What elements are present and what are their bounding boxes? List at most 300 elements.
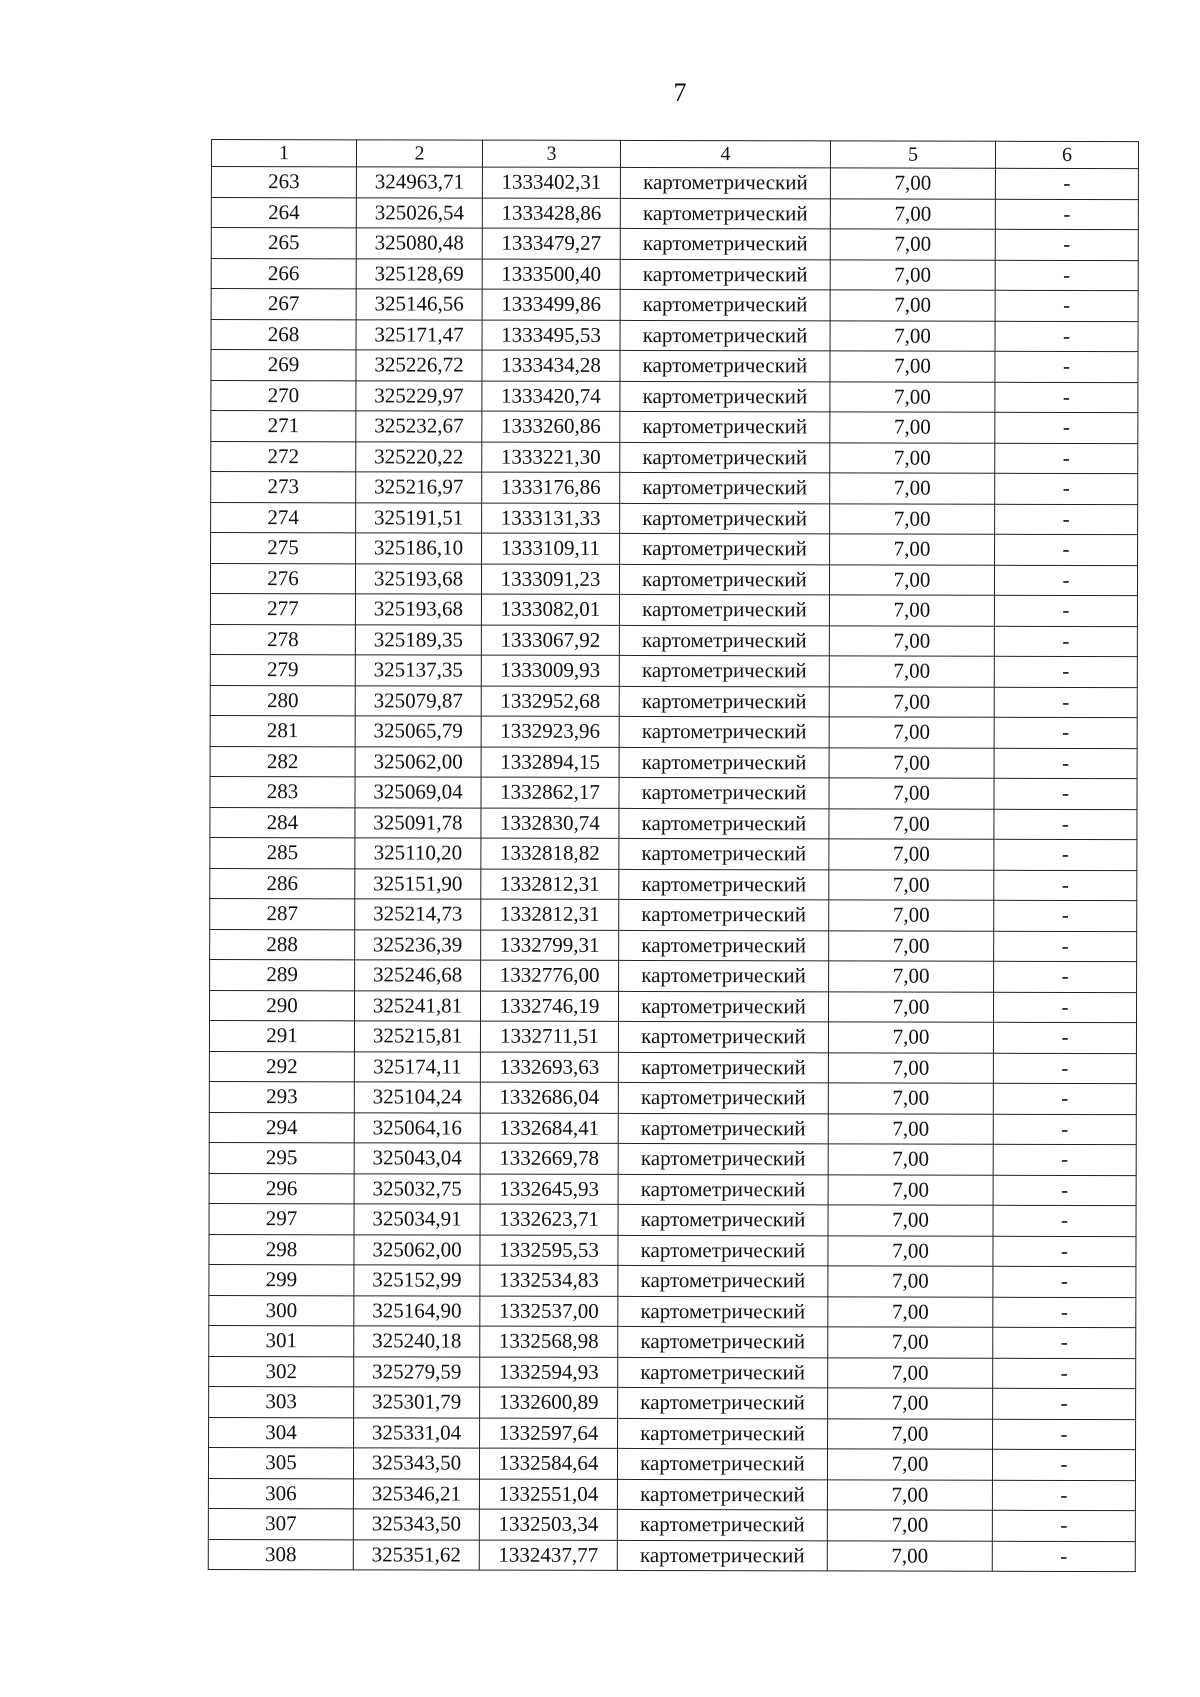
note-cell: - bbox=[995, 382, 1138, 413]
point-number-cell: 301 bbox=[209, 1325, 354, 1356]
x-coordinate-cell: 325214,73 bbox=[355, 899, 481, 930]
method-cell: картометрический bbox=[619, 625, 829, 656]
method-cell: картометрический bbox=[619, 777, 829, 808]
point-number-cell: 277 bbox=[210, 593, 355, 624]
table-row bbox=[209, 1112, 1136, 1145]
note-cell: - bbox=[995, 534, 1138, 565]
table-row bbox=[209, 1051, 1136, 1084]
method-cell: картометрический bbox=[620, 442, 830, 473]
accuracy-cell: 7,00 bbox=[830, 442, 995, 473]
note-cell: - bbox=[993, 1297, 1136, 1328]
note-cell: - bbox=[992, 1541, 1135, 1572]
point-number-cell: 281 bbox=[210, 715, 355, 746]
y-coordinate-cell: 1333109,11 bbox=[482, 533, 620, 564]
column-header: 1 bbox=[211, 140, 356, 167]
note-cell: - bbox=[993, 1388, 1136, 1419]
column-header: 2 bbox=[356, 140, 482, 167]
accuracy-cell: 7,00 bbox=[830, 198, 995, 229]
table-row bbox=[209, 1142, 1136, 1175]
accuracy-cell: 7,00 bbox=[830, 412, 995, 443]
table-row bbox=[209, 990, 1136, 1023]
note-cell: - bbox=[992, 1480, 1135, 1511]
accuracy-cell: 7,00 bbox=[830, 229, 995, 260]
column-header: 5 bbox=[830, 141, 995, 168]
method-cell: картометрический bbox=[619, 960, 829, 991]
y-coordinate-cell: 1333131,33 bbox=[482, 503, 620, 534]
x-coordinate-cell: 325343,50 bbox=[353, 1509, 479, 1540]
method-cell: картометрический bbox=[618, 1082, 828, 1113]
note-cell: - bbox=[992, 1449, 1135, 1480]
y-coordinate-cell: 1332600,89 bbox=[480, 1387, 618, 1418]
point-number-cell: 279 bbox=[210, 654, 355, 685]
accuracy-cell: 7,00 bbox=[830, 168, 995, 199]
x-coordinate-cell: 325226,72 bbox=[356, 350, 482, 381]
table-row bbox=[209, 1417, 1136, 1450]
x-coordinate-cell: 325236,39 bbox=[355, 929, 481, 960]
table-row bbox=[211, 350, 1138, 383]
point-number-cell: 290 bbox=[209, 990, 354, 1021]
x-coordinate-cell: 325034,91 bbox=[354, 1204, 480, 1235]
method-cell: картометрический bbox=[617, 1509, 827, 1540]
y-coordinate-cell: 1332686,04 bbox=[480, 1082, 618, 1113]
note-cell: - bbox=[994, 961, 1137, 992]
x-coordinate-cell: 324963,71 bbox=[356, 167, 482, 198]
accuracy-cell: 7,00 bbox=[830, 381, 995, 412]
x-coordinate-cell: 325104,24 bbox=[354, 1082, 480, 1113]
table-row bbox=[209, 1386, 1136, 1419]
accuracy-cell: 7,00 bbox=[829, 686, 994, 717]
accuracy-cell: 7,00 bbox=[830, 473, 995, 504]
table-row bbox=[210, 746, 1137, 779]
method-cell: картометрический bbox=[620, 350, 830, 381]
note-cell: - bbox=[995, 290, 1138, 321]
note-cell: - bbox=[992, 1510, 1135, 1541]
method-cell: картометрический bbox=[619, 747, 829, 778]
accuracy-cell: 7,00 bbox=[827, 1479, 992, 1510]
table-row bbox=[211, 472, 1138, 505]
x-coordinate-cell: 325301,79 bbox=[354, 1387, 480, 1418]
method-cell: картометрический bbox=[618, 1204, 828, 1235]
column-header: 3 bbox=[482, 140, 620, 167]
y-coordinate-cell: 1333260,86 bbox=[482, 411, 620, 442]
point-number-cell: 299 bbox=[209, 1264, 354, 1295]
note-cell: - bbox=[995, 260, 1138, 291]
point-number-cell: 272 bbox=[211, 441, 356, 472]
y-coordinate-cell: 1332594,93 bbox=[480, 1357, 618, 1388]
accuracy-cell: 7,00 bbox=[829, 595, 994, 626]
note-cell: - bbox=[993, 1419, 1136, 1450]
point-number-cell: 273 bbox=[211, 472, 356, 503]
method-cell: картометрический bbox=[619, 716, 829, 747]
note-cell: - bbox=[993, 992, 1136, 1023]
y-coordinate-cell: 1333221,30 bbox=[482, 442, 620, 473]
x-coordinate-cell: 325043,04 bbox=[354, 1143, 480, 1174]
accuracy-cell: 7,00 bbox=[827, 1540, 992, 1571]
table-row bbox=[208, 1447, 1135, 1480]
x-coordinate-cell: 325137,35 bbox=[355, 655, 481, 686]
table-row bbox=[209, 1081, 1136, 1114]
x-coordinate-cell: 325346,21 bbox=[353, 1478, 479, 1509]
y-coordinate-cell: 1333434,28 bbox=[482, 350, 620, 381]
y-coordinate-cell: 1332799,31 bbox=[481, 930, 619, 961]
point-number-cell: 276 bbox=[210, 563, 355, 594]
method-cell: картометрический bbox=[620, 289, 830, 320]
coordinates-table bbox=[208, 139, 1139, 1572]
method-cell: картометрический bbox=[620, 472, 830, 503]
note-cell: - bbox=[995, 504, 1138, 535]
method-cell: картометрический bbox=[617, 1448, 827, 1479]
point-number-cell: 267 bbox=[211, 289, 356, 320]
note-cell: - bbox=[995, 351, 1138, 382]
column-header: 4 bbox=[620, 140, 830, 167]
accuracy-cell: 7,00 bbox=[830, 351, 995, 382]
point-number-cell: 269 bbox=[211, 350, 356, 381]
point-number-cell: 287 bbox=[210, 898, 355, 929]
x-coordinate-cell: 325069,04 bbox=[355, 777, 481, 808]
accuracy-cell: 7,00 bbox=[829, 747, 994, 778]
x-coordinate-cell: 325240,18 bbox=[354, 1326, 480, 1357]
note-cell: - bbox=[994, 717, 1137, 748]
y-coordinate-cell: 1332597,64 bbox=[480, 1418, 618, 1449]
table-row bbox=[210, 685, 1137, 718]
y-coordinate-cell: 1333402,31 bbox=[482, 167, 620, 198]
accuracy-cell: 7,00 bbox=[828, 1418, 993, 1449]
x-coordinate-cell: 325152,99 bbox=[354, 1265, 480, 1296]
note-cell: - bbox=[994, 565, 1137, 596]
x-coordinate-cell: 325110,20 bbox=[355, 838, 481, 869]
point-number-cell: 293 bbox=[209, 1081, 354, 1112]
point-number-cell: 278 bbox=[210, 624, 355, 655]
y-coordinate-cell: 1333091,23 bbox=[481, 564, 619, 595]
y-coordinate-cell: 1332923,96 bbox=[481, 716, 619, 747]
y-coordinate-cell: 1332711,51 bbox=[480, 1021, 618, 1052]
table-row bbox=[210, 929, 1137, 962]
y-coordinate-cell: 1332818,82 bbox=[481, 838, 619, 869]
note-cell: - bbox=[993, 1083, 1136, 1114]
note-cell: - bbox=[995, 321, 1138, 352]
method-cell: картометрический bbox=[619, 655, 829, 686]
table-row bbox=[209, 1173, 1136, 1206]
x-coordinate-cell: 325026,54 bbox=[356, 197, 482, 228]
x-coordinate-cell: 325343,50 bbox=[353, 1448, 479, 1479]
y-coordinate-cell: 1332812,31 bbox=[481, 899, 619, 930]
note-cell: - bbox=[993, 1114, 1136, 1145]
y-coordinate-cell: 1332693,63 bbox=[480, 1052, 618, 1083]
table-row bbox=[210, 654, 1137, 687]
y-coordinate-cell: 1332952,68 bbox=[481, 686, 619, 717]
table-row bbox=[209, 1356, 1136, 1389]
note-cell: - bbox=[993, 1266, 1136, 1297]
method-cell: картометрический bbox=[620, 259, 830, 290]
x-coordinate-cell: 325062,00 bbox=[355, 746, 481, 777]
note-cell: - bbox=[993, 1022, 1136, 1053]
table-row bbox=[210, 776, 1137, 809]
x-coordinate-cell: 325246,68 bbox=[355, 960, 481, 991]
method-cell: картометрический bbox=[618, 1052, 828, 1083]
x-coordinate-cell: 325220,22 bbox=[356, 441, 482, 472]
y-coordinate-cell: 1332812,31 bbox=[481, 869, 619, 900]
y-coordinate-cell: 1333009,93 bbox=[481, 655, 619, 686]
y-coordinate-cell: 1332503,34 bbox=[479, 1509, 617, 1540]
point-number-cell: 294 bbox=[209, 1112, 354, 1143]
table-row bbox=[208, 1508, 1135, 1541]
y-coordinate-cell: 1333500,40 bbox=[482, 259, 620, 290]
x-coordinate-cell: 325128,69 bbox=[356, 258, 482, 289]
x-coordinate-cell: 325193,68 bbox=[355, 594, 481, 625]
y-coordinate-cell: 1332645,93 bbox=[480, 1174, 618, 1205]
table-row bbox=[211, 411, 1138, 444]
method-cell: картометрический bbox=[619, 808, 829, 839]
method-cell: картометрический bbox=[618, 991, 828, 1022]
point-number-cell: 266 bbox=[211, 258, 356, 289]
page-number: 7 bbox=[673, 78, 687, 107]
accuracy-cell: 7,00 bbox=[830, 320, 995, 351]
point-number-cell: 282 bbox=[210, 746, 355, 777]
note-cell: - bbox=[994, 626, 1137, 657]
accuracy-cell: 7,00 bbox=[828, 1357, 993, 1388]
point-number-cell: 270 bbox=[211, 380, 356, 411]
y-coordinate-cell: 1333082,01 bbox=[481, 594, 619, 625]
note-cell: - bbox=[995, 412, 1138, 443]
x-coordinate-cell: 325241,81 bbox=[354, 990, 480, 1021]
y-coordinate-cell: 1332746,19 bbox=[480, 991, 618, 1022]
table-row bbox=[209, 1203, 1136, 1236]
point-number-cell: 303 bbox=[209, 1386, 354, 1417]
table-row bbox=[209, 1264, 1136, 1297]
accuracy-cell: 7,00 bbox=[828, 1388, 993, 1419]
method-cell: картометрический bbox=[620, 198, 830, 229]
point-number-cell: 274 bbox=[211, 502, 356, 533]
table-row bbox=[209, 1020, 1136, 1053]
method-cell: картометрический bbox=[617, 1479, 827, 1510]
x-coordinate-cell: 325229,97 bbox=[356, 380, 482, 411]
y-coordinate-cell: 1333067,92 bbox=[481, 625, 619, 656]
point-number-cell: 291 bbox=[209, 1020, 354, 1051]
point-number-cell: 295 bbox=[209, 1142, 354, 1173]
point-number-cell: 286 bbox=[210, 868, 355, 899]
x-coordinate-cell: 325331,04 bbox=[354, 1417, 480, 1448]
point-number-cell: 297 bbox=[209, 1203, 354, 1234]
point-number-cell: 300 bbox=[209, 1295, 354, 1326]
method-cell: картометрический bbox=[617, 1540, 827, 1571]
x-coordinate-cell: 325064,16 bbox=[354, 1112, 480, 1143]
point-number-cell: 304 bbox=[209, 1417, 354, 1448]
note-cell: - bbox=[994, 748, 1137, 779]
note-cell: - bbox=[995, 199, 1138, 230]
y-coordinate-cell: 1332623,71 bbox=[480, 1204, 618, 1235]
accuracy-cell: 7,00 bbox=[829, 808, 994, 839]
table-row bbox=[210, 593, 1137, 626]
table-body bbox=[208, 167, 1138, 1572]
accuracy-cell: 7,00 bbox=[829, 930, 994, 961]
note-cell: - bbox=[993, 1175, 1136, 1206]
accuracy-cell: 7,00 bbox=[828, 1174, 993, 1205]
note-cell: - bbox=[994, 656, 1137, 687]
x-coordinate-cell: 325164,90 bbox=[354, 1295, 480, 1326]
method-cell: картометрический bbox=[618, 1143, 828, 1174]
table-row bbox=[210, 837, 1137, 870]
table-row bbox=[211, 380, 1138, 413]
note-cell: - bbox=[994, 778, 1137, 809]
point-number-cell: 268 bbox=[211, 319, 356, 350]
point-number-cell: 263 bbox=[211, 167, 356, 198]
table-row bbox=[209, 1325, 1136, 1358]
note-cell: - bbox=[993, 1205, 1136, 1236]
method-cell: картометрический bbox=[620, 411, 830, 442]
y-coordinate-cell: 1333420,74 bbox=[482, 381, 620, 412]
accuracy-cell: 7,00 bbox=[829, 961, 994, 992]
note-cell: - bbox=[994, 870, 1137, 901]
note-cell: - bbox=[994, 900, 1137, 931]
y-coordinate-cell: 1332537,00 bbox=[480, 1296, 618, 1327]
table-row bbox=[209, 1234, 1136, 1267]
x-coordinate-cell: 325279,59 bbox=[354, 1356, 480, 1387]
y-coordinate-cell: 1332862,17 bbox=[481, 777, 619, 808]
accuracy-cell: 7,00 bbox=[829, 778, 994, 809]
point-number-cell: 308 bbox=[208, 1539, 353, 1570]
table-row bbox=[210, 898, 1137, 931]
accuracy-cell: 7,00 bbox=[829, 900, 994, 931]
accuracy-cell: 7,00 bbox=[829, 839, 994, 870]
x-coordinate-cell: 325174,11 bbox=[354, 1051, 480, 1082]
accuracy-cell: 7,00 bbox=[828, 1235, 993, 1266]
x-coordinate-cell: 325079,87 bbox=[355, 685, 481, 716]
method-cell: картометрический bbox=[618, 1326, 828, 1357]
method-cell: картометрический bbox=[619, 930, 829, 961]
point-number-cell: 285 bbox=[210, 837, 355, 868]
accuracy-cell: 7,00 bbox=[828, 1144, 993, 1175]
y-coordinate-cell: 1332776,00 bbox=[481, 960, 619, 991]
note-cell: - bbox=[995, 168, 1138, 199]
x-coordinate-cell: 325032,75 bbox=[354, 1173, 480, 1204]
y-coordinate-cell: 1332830,74 bbox=[481, 808, 619, 839]
note-cell: - bbox=[994, 839, 1137, 870]
point-number-cell: 283 bbox=[210, 776, 355, 807]
table-row bbox=[210, 563, 1137, 596]
note-cell: - bbox=[995, 229, 1138, 260]
accuracy-cell: 7,00 bbox=[829, 717, 994, 748]
method-cell: картометрический bbox=[618, 1021, 828, 1052]
method-cell: картометрический bbox=[618, 1387, 828, 1418]
note-cell: - bbox=[995, 473, 1138, 504]
method-cell: картометрический bbox=[619, 686, 829, 717]
x-coordinate-cell: 325191,51 bbox=[356, 502, 482, 533]
table-row bbox=[211, 197, 1138, 230]
table-row bbox=[210, 959, 1137, 992]
accuracy-cell: 7,00 bbox=[828, 1296, 993, 1327]
x-coordinate-cell: 325091,78 bbox=[355, 807, 481, 838]
accuracy-cell: 7,00 bbox=[830, 503, 995, 534]
method-cell: картометрический bbox=[619, 899, 829, 930]
x-coordinate-cell: 325186,10 bbox=[356, 533, 482, 564]
accuracy-cell: 7,00 bbox=[828, 1083, 993, 1114]
point-number-cell: 275 bbox=[211, 533, 356, 564]
table-row bbox=[211, 228, 1138, 261]
method-cell: картометрический bbox=[620, 381, 830, 412]
y-coordinate-cell: 1333428,86 bbox=[482, 198, 620, 229]
accuracy-cell: 7,00 bbox=[828, 1266, 993, 1297]
accuracy-cell: 7,00 bbox=[828, 1205, 993, 1236]
y-coordinate-cell: 1332584,64 bbox=[479, 1448, 617, 1479]
table-row bbox=[210, 807, 1137, 840]
accuracy-cell: 7,00 bbox=[828, 1022, 993, 1053]
x-coordinate-cell: 325216,97 bbox=[356, 472, 482, 503]
table-row bbox=[211, 533, 1138, 566]
method-cell: картометрический bbox=[620, 167, 830, 198]
x-coordinate-cell: 325193,68 bbox=[355, 563, 481, 594]
method-cell: картометрический bbox=[620, 533, 830, 564]
accuracy-cell: 7,00 bbox=[830, 290, 995, 321]
table-row bbox=[211, 319, 1138, 352]
x-coordinate-cell: 325062,00 bbox=[354, 1234, 480, 1265]
accuracy-cell: 7,00 bbox=[828, 1113, 993, 1144]
point-number-cell: 292 bbox=[209, 1051, 354, 1082]
x-coordinate-cell: 325151,90 bbox=[355, 868, 481, 899]
method-cell: картометрический bbox=[619, 869, 829, 900]
accuracy-cell: 7,00 bbox=[829, 564, 994, 595]
column-header: 6 bbox=[995, 141, 1138, 168]
note-cell: - bbox=[994, 809, 1137, 840]
method-cell: картометрический bbox=[618, 1296, 828, 1327]
y-coordinate-cell: 1332534,83 bbox=[480, 1265, 618, 1296]
y-coordinate-cell: 1333479,27 bbox=[482, 228, 620, 259]
point-number-cell: 264 bbox=[211, 197, 356, 228]
x-coordinate-cell: 325232,67 bbox=[356, 411, 482, 442]
note-cell: - bbox=[994, 931, 1137, 962]
accuracy-cell: 7,00 bbox=[827, 1449, 992, 1480]
method-cell: картометрический bbox=[618, 1113, 828, 1144]
table-row bbox=[211, 167, 1138, 200]
accuracy-cell: 7,00 bbox=[827, 1510, 992, 1541]
note-cell: - bbox=[993, 1236, 1136, 1267]
accuracy-cell: 7,00 bbox=[828, 1052, 993, 1083]
table-row bbox=[210, 715, 1137, 748]
table-row bbox=[208, 1539, 1135, 1572]
method-cell: картометрический bbox=[618, 1418, 828, 1449]
accuracy-cell: 7,00 bbox=[830, 259, 995, 290]
x-coordinate-cell: 325171,47 bbox=[356, 319, 482, 350]
note-cell: - bbox=[993, 1327, 1136, 1358]
point-number-cell: 288 bbox=[210, 929, 355, 960]
method-cell: картометрический bbox=[620, 320, 830, 351]
x-coordinate-cell: 325146,56 bbox=[356, 289, 482, 320]
note-cell: - bbox=[995, 443, 1138, 474]
note-cell: - bbox=[993, 1358, 1136, 1389]
table-row bbox=[211, 289, 1138, 322]
table-row bbox=[211, 258, 1138, 291]
point-number-cell: 271 bbox=[211, 411, 356, 442]
x-coordinate-cell: 325065,79 bbox=[355, 716, 481, 747]
x-coordinate-cell: 325080,48 bbox=[356, 228, 482, 259]
accuracy-cell: 7,00 bbox=[829, 625, 994, 656]
y-coordinate-cell: 1332894,15 bbox=[481, 747, 619, 778]
method-cell: картометрический bbox=[618, 1174, 828, 1205]
table-row bbox=[209, 1295, 1136, 1328]
table-row bbox=[208, 1478, 1135, 1511]
method-cell: картометрический bbox=[618, 1265, 828, 1296]
note-cell: - bbox=[994, 687, 1137, 718]
note-cell: - bbox=[993, 1144, 1136, 1175]
note-cell: - bbox=[993, 1053, 1136, 1084]
point-number-cell: 296 bbox=[209, 1173, 354, 1204]
table-row bbox=[210, 624, 1137, 657]
accuracy-cell: 7,00 bbox=[829, 869, 994, 900]
y-coordinate-cell: 1332684,41 bbox=[480, 1113, 618, 1144]
accuracy-cell: 7,00 bbox=[830, 534, 995, 565]
point-number-cell: 289 bbox=[210, 959, 355, 990]
accuracy-cell: 7,00 bbox=[829, 656, 994, 687]
table-row bbox=[210, 868, 1137, 901]
